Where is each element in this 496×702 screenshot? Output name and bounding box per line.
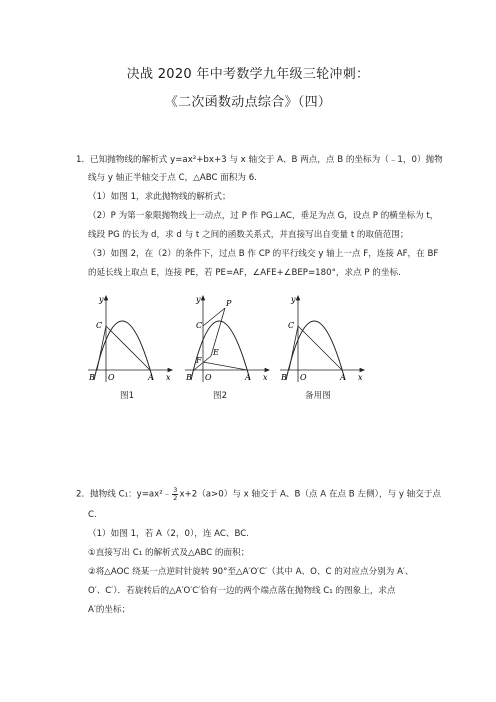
figure-spare-label-o: O: [300, 373, 307, 382]
figure-1-x-arrow: [168, 368, 172, 371]
problem-2-fraction-denominator: 2: [173, 493, 178, 502]
page-title-line-2: 《二次函数动点综合》（四）: [164, 95, 332, 110]
figure-1-parabola: [94, 321, 153, 380]
figure-2-x-arrow: [265, 368, 269, 371]
problem-2-sub-2-a: ②将△AOC 绕某一点逆时针旋转 90°至△A′O′C′（其中 A、O、C 的对应点分别为 A′、: [88, 567, 414, 577]
problem-1-line-2: 线与 y 轴正半轴交于点 C，△ABC 面积为 6.: [88, 173, 257, 183]
figure-1-label-x: x: [166, 373, 171, 382]
figure-spare-label-a: A: [340, 373, 346, 382]
problem-2-line-1-suffix: x+2（a>0）与 x 轴交于 A、B（点 A 在点 B 左侧），与 y 轴交于点: [179, 489, 442, 500]
figure-spare-segment-bc: [289, 326, 298, 370]
problem-2-fraction-numerator: 3: [173, 486, 178, 494]
figure-1-label-o: O: [108, 373, 115, 382]
figure-2: [183, 292, 273, 384]
problem-1-part-2-a: （2）P 为第一象限抛物线上一动点，过 P 作 PG⊥AC，垂足为点 G，设点 P 的横坐标为 t，: [88, 211, 439, 221]
figure-spare: [278, 292, 368, 384]
problem-1-part-3-b: 的延长线上取点 E，连接 PE，若 PE=AF，∠AFE+∠BEP=180°，求点 P 的坐标.: [88, 268, 401, 278]
problem-2-sub-2-b: O′、C′）．若旋转后的△A′O′C′恰有一边的两个端点落在抛物线 C₁ 的图象上，求点: [88, 586, 396, 596]
problem-2-line-2: C.: [88, 510, 97, 520]
figure-spare-segment-ca: [298, 326, 342, 370]
figure-spare-x-arrow: [360, 368, 364, 371]
figure-1-label-y: y: [99, 295, 104, 304]
figure-2-label-e: E: [213, 348, 219, 357]
problem-1-part-1: （1）如图 1，求此抛物线的解析式；: [88, 192, 231, 202]
figure-2-segment-fa: [203, 362, 247, 370]
problem-1-part-2-b: 线段 PG 的长为 d，求 d 与 t 之间的函数关系式，并直接写出自变量 t 的取值范围；: [88, 230, 409, 240]
figure-2-label-o: O: [205, 373, 212, 382]
figure-1-label-b: B: [89, 373, 95, 382]
figure-spare-caption: 备用图: [305, 391, 331, 401]
figure-spare-label-b: B: [281, 373, 287, 382]
figure-1-label-c: C: [96, 321, 103, 330]
figure-1-segment-ca: [106, 326, 150, 370]
figure-2-label-y: y: [196, 295, 201, 304]
figure-2-label-b: B: [186, 373, 192, 382]
figure-2-label-x: x: [263, 373, 268, 382]
figure-2-y-arrow: [201, 296, 204, 300]
figure-spare-label-c: C: [288, 321, 295, 330]
figure-spare-y-arrow: [296, 296, 299, 300]
figure-2-label-a: A: [245, 373, 251, 382]
problem-2-sub-1: ①直接写出 C₁ 的解析式及△ABC 的面积；: [88, 548, 250, 558]
figure-2-label-p: P: [226, 299, 232, 308]
figure-1-label-a: A: [148, 373, 154, 382]
problem-1-part-3-a: （3）如图 2，在（2）的条件下，过点 B 作 CP 的平行线交 y 轴上一点 F，连接 AF，在 BF: [88, 249, 439, 259]
page-title-line-1: 决战 2020 年中考数学九年级三轮冲刺：: [126, 67, 370, 82]
figure-1: [86, 292, 176, 384]
figure-spare-label-x: x: [358, 373, 363, 382]
problem-2-fraction: [172, 487, 178, 501]
figure-1-segment-bc: [97, 326, 106, 370]
figure-2-label-c: C: [196, 321, 203, 330]
problem-2-line-1: [76, 487, 441, 501]
problem-2-line-1-prefix: 2．抛物线 C₁：y=ax²﹣: [76, 489, 172, 500]
figure-spare-label-y: y: [291, 295, 296, 304]
figure-2-label-f: F: [196, 356, 202, 365]
problem-1-line-1: 1．已知抛物线的解析式 y=ax²+bx+3 与 x 轴交于 A、B 两点，点 B 的坐标为（﹣1，0）抛物: [76, 155, 443, 165]
problem-2-sub-2-c: A′的坐标；: [88, 605, 131, 615]
figure-1-caption: 图1: [120, 391, 135, 401]
problem-2-part-1: （1）如图 1，若 A（2，0），连 AC、BC.: [88, 529, 249, 539]
figure-spare-parabola: [286, 321, 345, 380]
figure-1-y-arrow: [104, 296, 107, 300]
figure-2-caption: 图2: [213, 391, 228, 401]
